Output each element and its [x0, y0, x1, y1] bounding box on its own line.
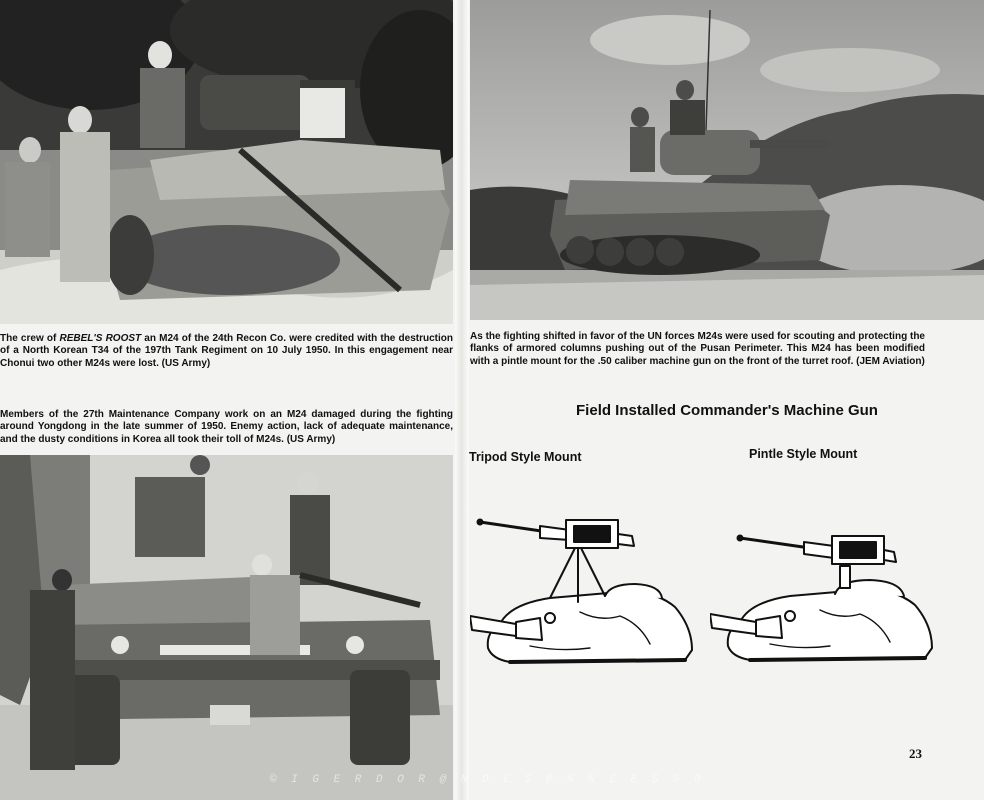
section-title: Field Installed Commander's Machine Gun [576, 402, 878, 419]
caption-rebels-roost [0, 333, 453, 370]
tripod-mount-drawing [470, 512, 700, 674]
photo-rebels-roost-crew [0, 0, 453, 324]
caption-scouting: As the fighting shifted in favor of the UN forces M24s were used for scouting and protecting the flanks of armored columns pushing out of the Pusan Perimeter. This M24 has been modified with a pintle mount for the .50 caliber machine gun on the front of the turret roof. (JEM Aviation) [470, 331, 925, 367]
pintle-mount-drawing [710, 530, 940, 672]
page-gutter [455, 0, 469, 800]
photo-maintenance-company [0, 455, 453, 800]
caption-text: The crew of [0, 333, 60, 344]
watermark-text: © I G E R D O R @ N D E S @ N N E E S 5 0 [270, 774, 705, 786]
tank-name: REBEL'S ROOST [59, 333, 142, 344]
page-number: 23 [909, 746, 922, 761]
tripod-mount-label: Tripod Style Mount [469, 450, 582, 464]
caption-maintenance: Members of the 27th Maintenance Company work on an M24 damaged during the fighting around Yongdong in the late summer of 1950. Enemy action, lack of adequate maintenance, and the dusty conditions in Korea all took their toll of M24s. (US Army) [0, 409, 453, 445]
pintle-mount-label: Pintle Style Mount [749, 447, 858, 461]
caption-text: an M24 of the 24th Recon Co. were credited with the destruction of a North Korean T34 of the 197th Tank Regiment on 10 July 1950. In this engagement near Chonui two other M24s were lost. (US Army) [0, 333, 453, 369]
photo-m24-scouting [470, 0, 984, 320]
